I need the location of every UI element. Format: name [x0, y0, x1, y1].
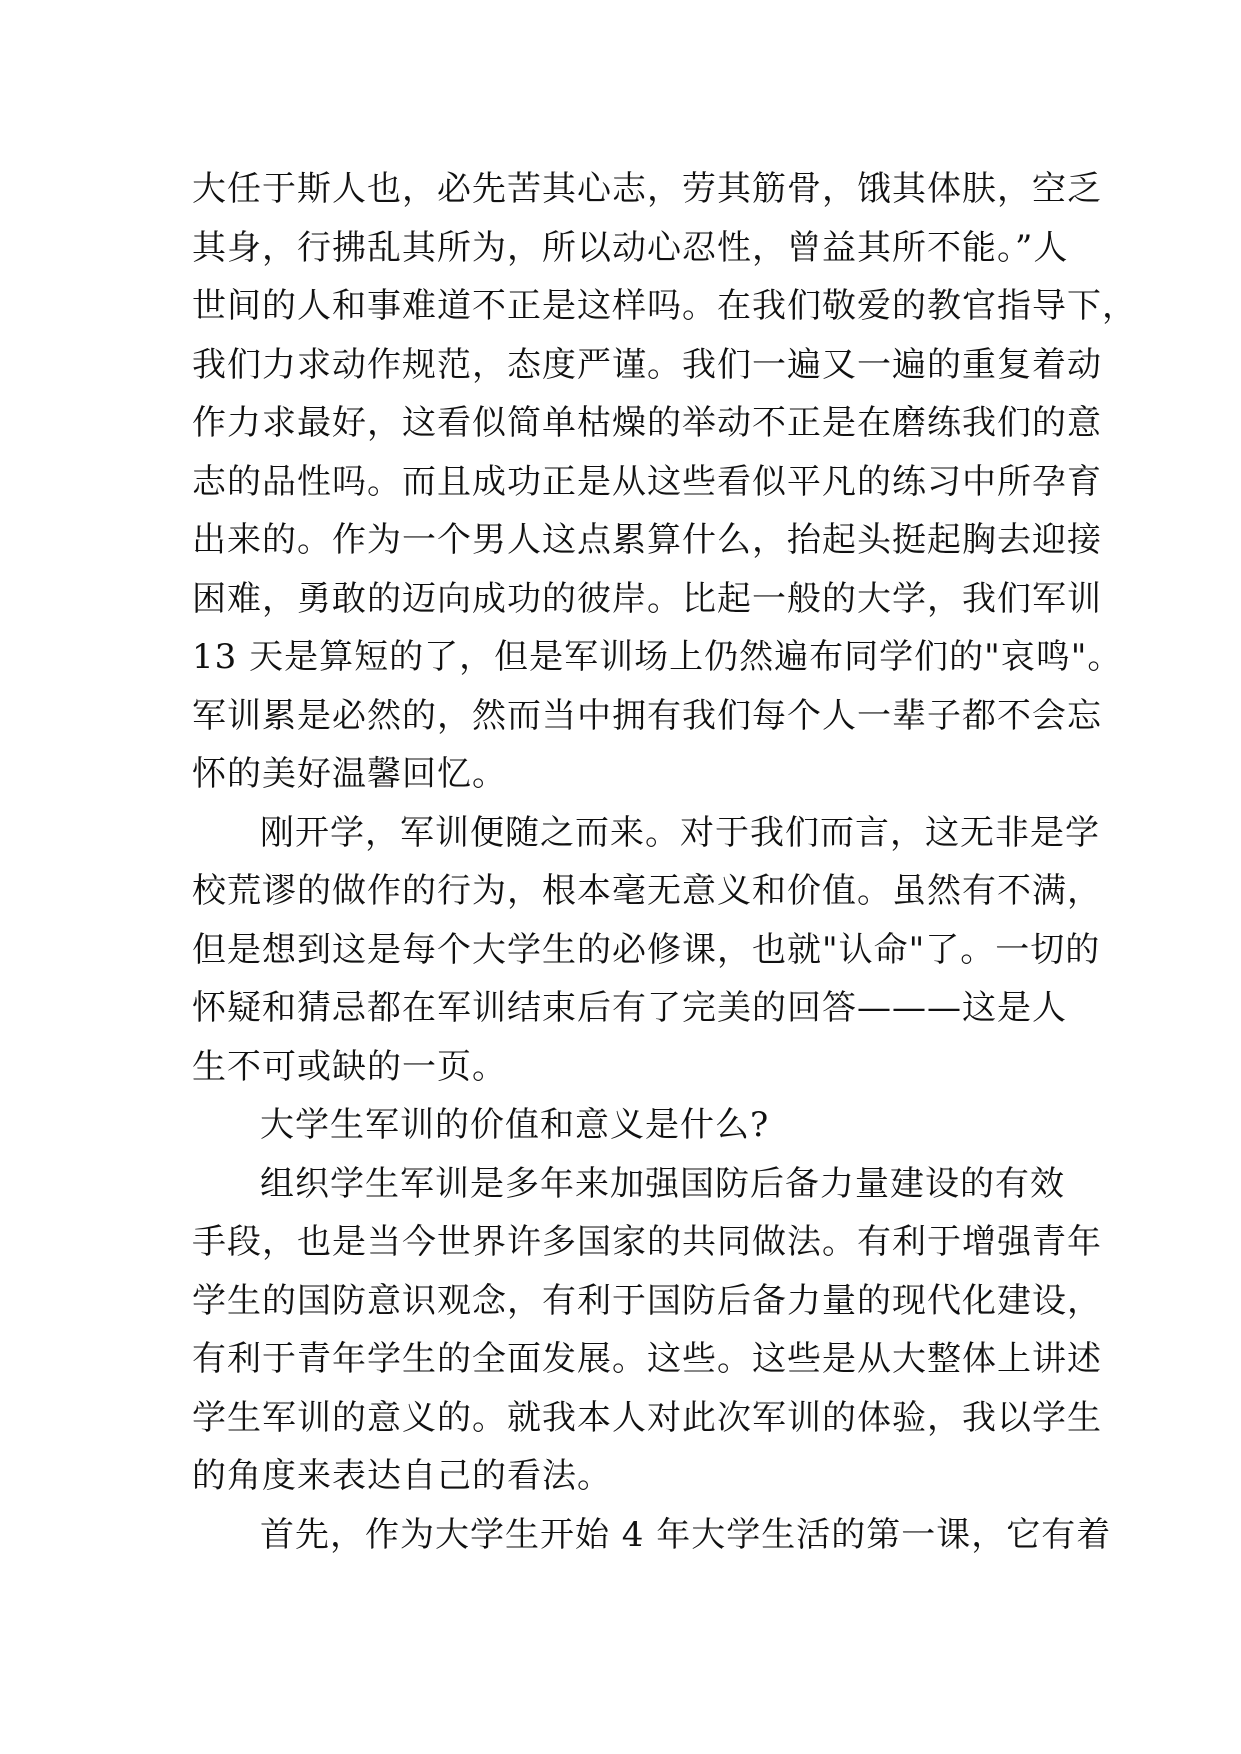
- text-line: 大任于斯人也，必先苦其心志，劳其筋骨，饿其体肤，空乏: [192, 169, 1102, 209]
- text-line: 但是想到这是每个大学生的必修课，也就"认命"了。一切的: [192, 929, 1101, 970]
- text-line: 出来的。作为一个男人这点累算什么，抬起头挺起胸去迎接: [192, 520, 1102, 560]
- text-line: 组织学生军训是多年来加强国防后备力量建设的有效: [260, 1163, 1065, 1204]
- text-line: 作力求最好，这看似简单枯燥的举动不正是在磨练我们的意: [192, 403, 1102, 443]
- text-line: 刚开学，军训便随之而来。对于我们而言，这无非是学: [260, 812, 1100, 853]
- text-line: 怀的美好温馨回忆。: [192, 754, 507, 794]
- text-line: 怀疑和猜忌都在军训结束后有了完美的回答———这是人: [192, 988, 1067, 1028]
- text-line: 生不可或缺的一页。: [192, 1046, 507, 1087]
- text-line: 军训累是必然的，然而当中拥有我们每个人一辈子都不会忘: [192, 695, 1102, 736]
- text-line: 校荒谬的做作的行为，根本毫无意义和价值。虽然有不满，: [192, 871, 1102, 911]
- text-line: 世间的人和事难道不正是这样吗。在我们敬爱的教官指导下，: [192, 286, 1137, 326]
- text-line: 首先，作为大学生开始 4 年大学生活的第一课，它有着: [260, 1514, 1112, 1555]
- text-line: 学生军训的意义的。就我本人对此次军训的体验，我以学生: [192, 1397, 1102, 1438]
- body-text: [192, 160, 1137, 1564]
- text-line: 手段，也是当今世界许多国家的共同做法。有利于增强青年: [192, 1222, 1102, 1262]
- text-line: 学生的国防意识观念，有利于国防后备力量的现代化建设，: [192, 1280, 1102, 1321]
- text-line: 有利于青年学生的全面发展。这些。这些是从大整体上讲述: [192, 1339, 1102, 1379]
- text-line: 大学生军训的价值和意义是什么?: [260, 1105, 770, 1145]
- text-line: 志的品性吗。而且成功正是从这些看似平凡的练习中所孕育: [192, 461, 1102, 502]
- text-line: 的角度来表达自己的看法。: [192, 1456, 612, 1496]
- text-line: 困难，勇敢的迈向成功的彼岸。比起一般的大学，我们军训: [192, 578, 1102, 619]
- text-line: 其身，行拂乱其所为，所以动心忍性，曾益其所不能。”人: [192, 227, 1069, 268]
- text-line: 13 天是算短的了，但是军训场上仍然遍布同学们的"哀鸣"。: [192, 637, 1123, 677]
- text-line: 我们力求动作规范，态度严谨。我们一遍又一遍的重复着动: [192, 344, 1102, 385]
